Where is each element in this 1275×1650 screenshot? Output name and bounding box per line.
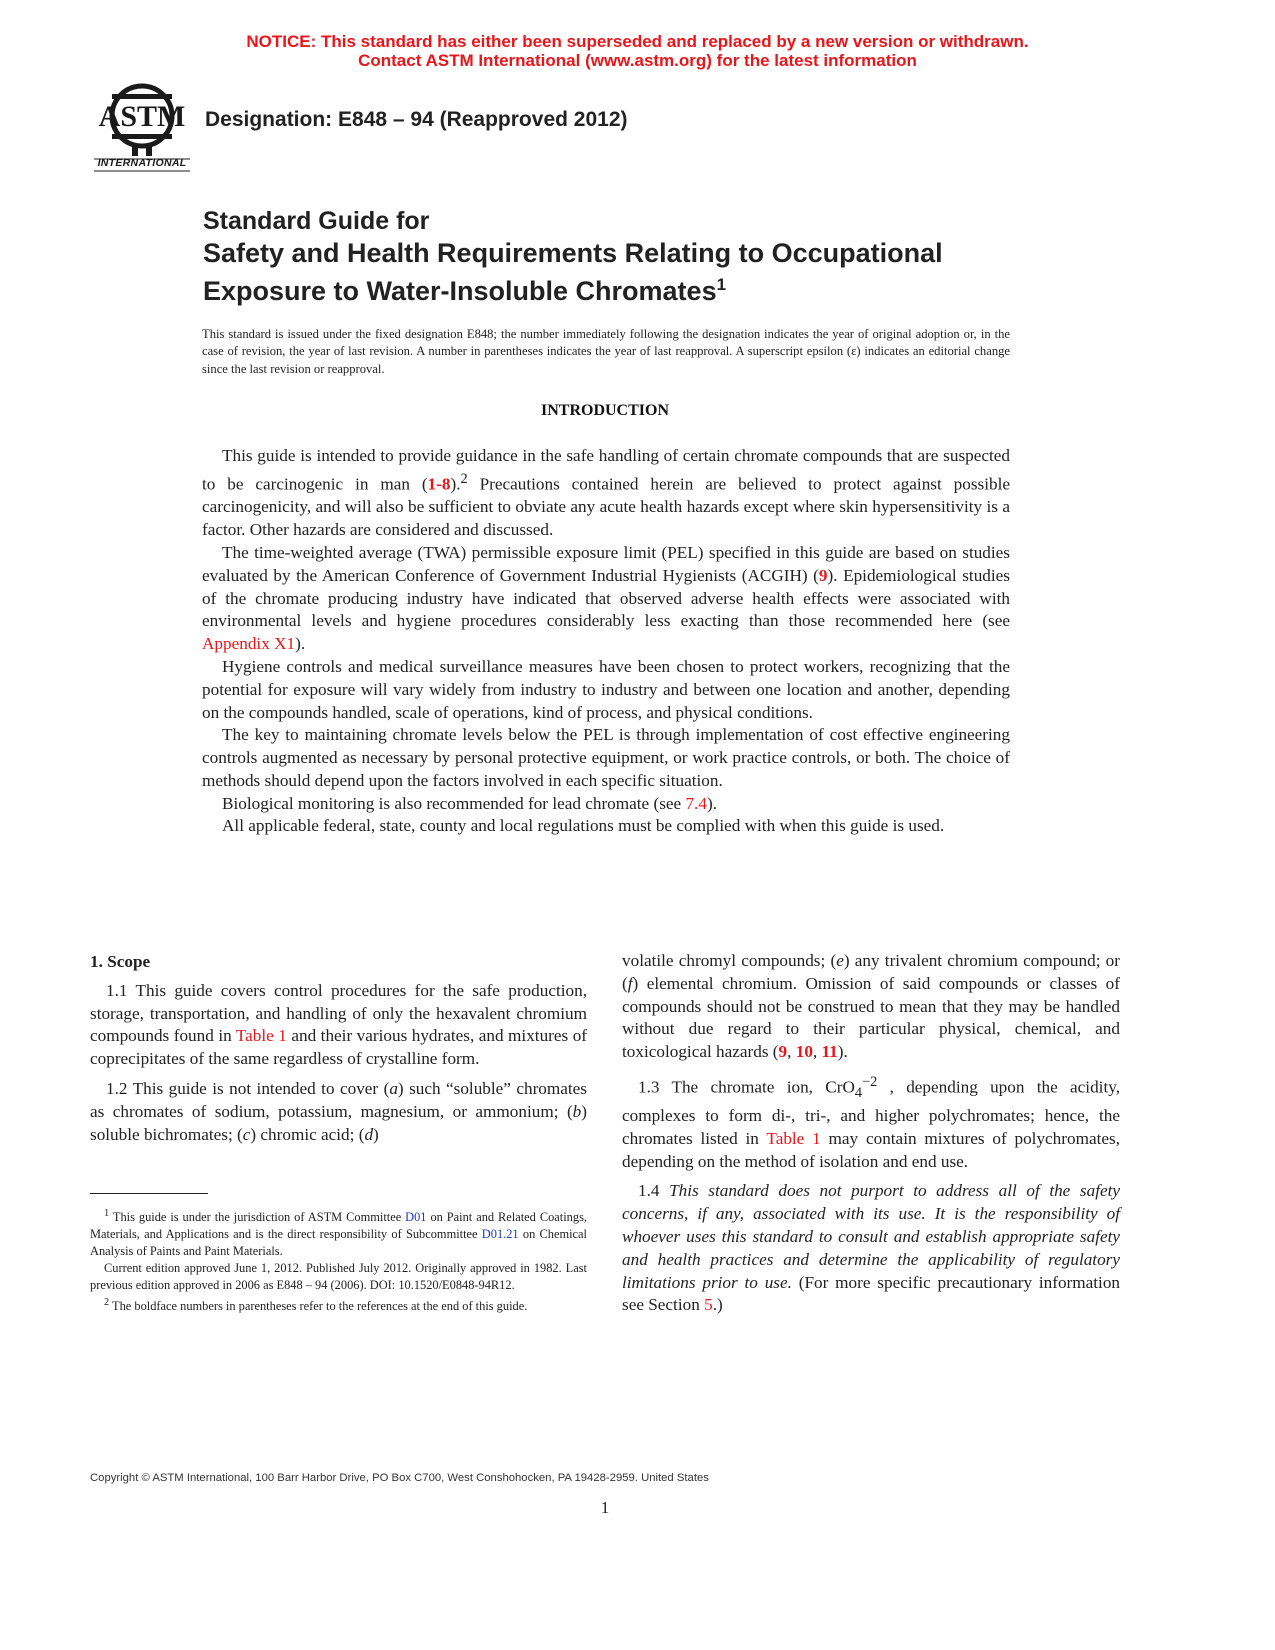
reference-link[interactable]: 10 bbox=[795, 1042, 813, 1062]
scope-heading: 1. Scope bbox=[90, 952, 151, 971]
subcommittee-link[interactable]: D01.21 bbox=[481, 1227, 519, 1242]
footnote-1: $^1$ This guide is under the jurisdiction of ASTM Committee D01 on Paint and Related Coatings, Materials, and Applications and is the direct responsibility of Subcommittee D01.21 on Chemical Analysis of Paints and Paint Materials. bbox=[90, 1208, 587, 1259]
footnote-divider bbox=[90, 1193, 208, 1194]
intro-paragraph: The time-weighted average (TWA) permissible exposure limit (PEL) specified in this guide are based on studies evaluated by the American Conference of Government Industrial Hygienists (ACGIH) (9). Epidemiological studies of the chromate producing industry have indicated that observed adverse health effects were associated with environmental levels and hygiene procedures considerably less exacting than those recommended here (see Appendix X1). bbox=[202, 542, 1010, 654]
logo-label: INTERNATIONAL bbox=[97, 157, 187, 169]
intro-paragraph: Biological monitoring is also recommended for lead chromate (see 7.4). bbox=[222, 793, 717, 813]
table-link[interactable]: Table 1 bbox=[766, 1128, 821, 1148]
footnotes bbox=[90, 1205, 587, 1315]
designation: Designation: E848 – 94 (Reapproved 2012) bbox=[205, 108, 628, 131]
reference-link[interactable]: 9 bbox=[818, 565, 828, 585]
reference-link[interactable]: 9 bbox=[778, 1042, 788, 1062]
reference-link[interactable]: 11 bbox=[821, 1042, 838, 1062]
introduction-heading: INTRODUCTION bbox=[540, 402, 669, 419]
introduction-body bbox=[202, 445, 1010, 838]
document-title bbox=[203, 205, 1103, 307]
right-column bbox=[622, 950, 1120, 1324]
intro-paragraph: The key to maintaining chromate levels below the PEL is through implementation of cost effective engineering controls augmented as necessary by personal protective equipment, or work practice controls, or both. The choice of methods should depend upon the factors involved in each specific situation. bbox=[202, 725, 1010, 790]
intro-paragraph: Hygiene controls and medical surveillance measures have been chosen to protect workers, recognizing that the potential for exposure will vary widely from industry to industry and between one location and another, depending on the compounds handled, scale of operations, kind of process, and physical conditions. bbox=[202, 656, 1010, 722]
scope-paragraph-1-2: 1.2 This guide is not intended to cover (a) such “soluble” chromates as chromates of sodium, potassium, magnesium, or ammonium; (b) soluble bichromates; (c) chromic acid; (d) bbox=[90, 1078, 587, 1144]
title-line-2: Safety and Health Requirements Relating to Occupational bbox=[203, 238, 943, 268]
title-line-3: Exposure to Water-Insoluble Chromates$^1$ bbox=[203, 275, 727, 306]
scope-paragraph-1-4: 1.4 This standard does not purport to address all of the safety concerns, if any, associated with its use. It is the responsibility of whoever uses this standard to consult and establish appropriate safety and health practices and determine the applicability of regulatory limitations prior to use. (For more specific precautionary information see Section 5.) bbox=[622, 1181, 1121, 1315]
scope-paragraph-1-3: 1.3 The chromate ion, CrO$_4^{-2}$ , depending upon the acidity, complexes to form di-, tri-, and higher polychromates; hence, the chromates listed in Table 1 may contain mixtures of polychromates, depending on the method of isolation and end use. bbox=[622, 1073, 1121, 1171]
notice-line-1: NOTICE: This standard has either been superseded and replaced by a new version or withdrawn. bbox=[246, 32, 1029, 51]
reference-link[interactable]: 1-8 bbox=[427, 474, 451, 494]
withdrawal-notice bbox=[0, 32, 1275, 70]
left-column bbox=[90, 950, 587, 1153]
section-link[interactable]: 7.4 bbox=[685, 793, 707, 813]
svg-text:ASTM: ASTM bbox=[98, 100, 186, 133]
committee-link[interactable]: D01 bbox=[405, 1210, 427, 1225]
title-footnote-mark[interactable]: 1 bbox=[716, 275, 727, 294]
scope-paragraph-1-2-continued: volatile chromyl compounds; (e) any trivalent chromium compound; or (f) elemental chromium. Omission of said compounds or classes of compounds should not be construed to mean that they may be handled without due regard to their particular physical, chemical, and toxicological hazards (9, 10, 11). bbox=[622, 951, 1120, 1062]
notice-line-2: Contact ASTM International (www.astm.org) for the latest information bbox=[358, 51, 917, 70]
footnote-2: $^2$ The boldface numbers in parentheses refer to the references at the end of this guide. bbox=[104, 1297, 528, 1314]
table-link[interactable]: Table 1 bbox=[235, 1026, 287, 1046]
title-line-1: Standard Guide for bbox=[203, 207, 430, 235]
copyright-notice: Copyright © ASTM International, 100 Barr Harbor Drive, PO Box C700, West Conshohocken, PA 19428-2959. United States bbox=[90, 1472, 709, 1484]
intro-paragraph: All applicable federal, state, county and local regulations must be complied with when this guide is used. bbox=[222, 816, 945, 836]
footnote-1-edition: Current edition approved June 1, 2012. Published July 2012. Originally approved in 1982. Last previous edition approved in 2006 as E848 – 94 (2006). DOI: 10.1520/E0848-94R12. bbox=[90, 1261, 587, 1293]
section-link[interactable]: 5 bbox=[704, 1295, 713, 1315]
appendix-link[interactable]: Appendix X1 bbox=[202, 634, 296, 654]
intro-paragraph: This guide is intended to provide guidance in the safe handling of certain chromate compounds that are suspected to be carcinogenic in man (1-8).$^2$ Precautions contained herein are believed to protect against possible carcinogenicity, and will also be sufficient to obviate any acute health hazards except where skin hypersensitivity is a factor. Other hazards are considered and discussed. bbox=[202, 446, 1010, 540]
issuance-statement: This standard is issued under the fixed designation E848; the number immediately following the designation indicates the year of original adoption or, in the case of revision, the year of last revision. A number in parentheses indicates the year of last reapproval. A superscript epsilon (ε) indicates an editorial change since the last revision or reapproval. bbox=[202, 327, 1010, 376]
footnote-mark[interactable]: 2 bbox=[460, 470, 468, 487]
page-number: 1 bbox=[600, 1498, 610, 1517]
scope-paragraph-1-1: 1.1 This guide covers control procedures for the safe production, storage, transportation, and handling of only the hexavalent chromium compounds found in Table 1 and their various hydrates, and mixtures of coprecipitates of the same regardless of crystalline form. bbox=[90, 980, 588, 1069]
astm-logo-icon bbox=[92, 80, 192, 172]
